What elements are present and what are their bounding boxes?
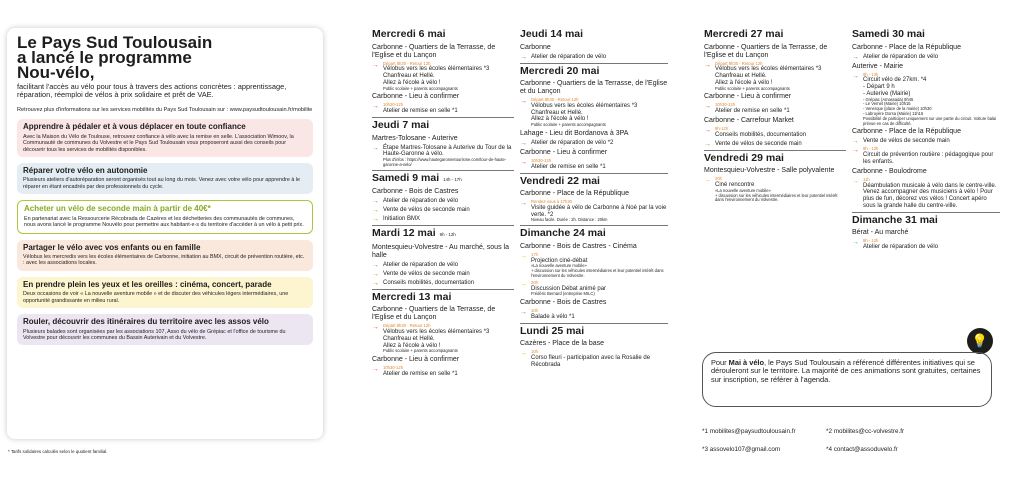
agenda-column — [852, 27, 1000, 251]
event-body — [715, 127, 806, 139]
arrow-icon: → — [520, 280, 527, 288]
place-name: Carbonne - Place de la République — [852, 128, 961, 136]
event-title: Balade à vélo *1 — [531, 313, 575, 320]
place-name: Cazères - Place de la base — [520, 340, 605, 348]
event-body — [383, 62, 489, 92]
footnote-1: *1 mobilites@paysudtoulousain.fr — [702, 428, 796, 435]
event-detail: + discussion sur les véhicules intermédiaires et leur potentiel intérêt dans l'environnement du Volvestre. — [715, 192, 838, 203]
day-date: Mercredi 13 mai — [372, 290, 452, 303]
day-heading — [372, 27, 514, 42]
place-name: Montesquieu-Volvestre - Salle polyvalente — [704, 167, 835, 175]
event-time: Rendez-vous à 17h30 — [531, 199, 572, 205]
arrow-icon: → — [520, 158, 527, 166]
arrow-icon: → — [372, 207, 379, 215]
event-title: Projection ciné-débat — [531, 257, 588, 264]
arrow-icon: → — [520, 200, 527, 208]
place-name: Bérat - Au marché — [852, 229, 909, 237]
event-title: Vente de vélos de seconde main — [863, 138, 950, 145]
day-date: Vendredi 22 mai — [520, 174, 600, 187]
event-body — [715, 177, 846, 203]
event-detail: Allez à l'école à vélo ! — [383, 79, 441, 86]
event-body — [531, 159, 606, 171]
event — [520, 281, 668, 297]
event — [704, 62, 846, 92]
day-heading — [520, 63, 668, 79]
event-title: Atelier de réparation de vélo — [863, 244, 939, 251]
event-title: Vélobus vers les écoles élémentaires *3 — [715, 66, 822, 73]
event-detail: Public scolaire + parents accompagnants — [383, 348, 458, 354]
event-time: 9h-12h — [715, 126, 729, 132]
event-title: Atelier de remise en selle *1 — [715, 108, 790, 115]
arrow-icon: → — [704, 127, 711, 135]
event-body — [863, 147, 1000, 165]
event-title: Atelier de réparation de vélo — [383, 198, 459, 205]
day-heading — [852, 27, 1000, 42]
place-name: Carbonne - Bois de Castres - Cinéma — [520, 242, 637, 250]
day-heading — [704, 150, 846, 166]
event-body — [531, 309, 575, 321]
arrow-icon: → — [704, 177, 711, 185]
event-detail: Allez à l'école à vélo ! — [531, 116, 589, 123]
arrow-icon: → — [372, 270, 379, 278]
event-title: Vélobus vers les écoles élémentaires *3 — [383, 329, 490, 336]
event-detail: - Venerque (place de la mairie) 10h30 — [863, 106, 932, 112]
place-name: Carbonne - Lieu à confirmer — [704, 93, 792, 101]
day-heading — [852, 212, 1000, 228]
agenda-column — [704, 27, 846, 203]
event — [704, 141, 846, 148]
event — [372, 324, 514, 354]
arrow-icon: → — [372, 61, 379, 69]
event-body — [531, 350, 668, 368]
event-time: Départ 8h30 - Retour 12h — [383, 60, 431, 66]
event-detail: + discussion sur les véhicules intermédiaires et leur potentiel intérêt dans l'environnement du Volvestre. — [531, 268, 664, 278]
place-name: Carbonne - Carrefour Market — [704, 117, 794, 125]
day-date: Jeudi 7 mai — [372, 119, 430, 132]
arrow-icon: → — [520, 350, 527, 358]
box-acheter: Acheter un vélo de seconde main à partir de 40€* En partenariat avec la Ressourcerie Récobrada de Cazères et les déchetteries des communautés de communes, nous avons lancé le programme Nouvélo pour permettre aux habitant·e·s du territoire d'accéder à un vélo à petit prix. — [17, 200, 313, 233]
event — [372, 271, 514, 278]
event-title: Atelier de remise en selle *1 — [383, 371, 458, 378]
event-title: Atelier de remise en selle *1 — [383, 108, 458, 115]
event-title: Vente de vélos de seconde main — [383, 207, 470, 214]
event-detail: Public scolaire + parents accompagnants — [715, 85, 790, 91]
event — [704, 177, 846, 203]
box-rouler: Rouler, découvrir des itinéraires du territoire avec les assos vélo Plusieurs balades sont organisées par les associations 107, Asso du vélo de Grépiac et l'office de tourisme du Volvestre pour découvrir les communes du Bassin Auterivain et du Volvestre. — [17, 314, 313, 345]
event-time: 9h - 12h — [863, 146, 879, 152]
event-title: Visite guidée à vélo de Carbonne à Noé par la voie verte. *2 — [531, 204, 667, 218]
box-apprendre: Apprendre à pédaler et à vous déplacer en toute confiance Avec la Maison du Vélo de Toulouse, retrouvez confiance à vélo avec la remise en selle. L'association Wimoov, la Communauté de communes du Volvestre et le Pays Sud Toulousain vous proposeront aussi des conseils pour découvrir tous les services de mobilités disponibles. — [17, 119, 313, 157]
box-reparer: Réparer votre vélo en autonomie Plusieurs ateliers d'autoréparation seront organisés tout au long du mois. Venez avec votre vélo pour apprendre à le réparer en étant encadrés par des professionnels du cycle. — [17, 163, 313, 194]
event-title: Atelier de réparation de vélo — [531, 53, 607, 60]
arrow-icon: → — [520, 309, 527, 317]
event-title: Initiation BMX — [383, 216, 421, 223]
place-name: Carbonne - Bois de Castres — [372, 188, 459, 196]
event-note: Niveau facile. Durée : 2h. Distance : 20km — [531, 217, 608, 223]
event-body — [863, 73, 1000, 127]
day-heading — [372, 117, 514, 133]
info-highlight: Mai à vélo — [728, 358, 764, 367]
event — [372, 62, 514, 92]
event-detail: - Départ 9 h — [863, 84, 895, 91]
event-body — [715, 103, 790, 115]
day-date: Samedi 9 mai — [372, 171, 440, 184]
event — [852, 178, 1000, 210]
place-name: Carbonne - Place de la République — [520, 190, 629, 198]
event — [520, 253, 668, 279]
event-body — [715, 141, 802, 148]
event-body — [531, 98, 637, 128]
event — [520, 309, 668, 321]
place-name: Carbonne - Boulodrome — [852, 167, 927, 175]
event-detail: Chanfreau et Hellé. — [531, 109, 583, 116]
footnote-3: *3 assovelo107@gmail.com — [702, 446, 781, 453]
arrow-icon: → — [520, 53, 527, 61]
arrow-icon: → — [704, 61, 711, 69]
day-date: Jeudi 14 mai — [520, 28, 584, 40]
event-detail: - Labruyère Dorsa (Mairie) 11h15 — [863, 111, 924, 117]
event-detail: Chanfreau et Hellé. — [715, 73, 767, 80]
event-body — [383, 198, 458, 205]
arrow-icon: → — [852, 72, 859, 80]
event-body — [531, 54, 606, 61]
day-heading — [520, 323, 668, 339]
event — [520, 98, 668, 128]
event-title: Discussion Débat animé par — [531, 285, 607, 292]
arrow-icon: → — [372, 279, 379, 287]
place-name: Carbonne - Bois de Castres — [520, 299, 607, 307]
place-name: Carbonne - Quartiers de la Terrasse, de l'Eglise et du Lançon — [372, 306, 496, 322]
event — [520, 350, 668, 368]
event-note: Plus d'infos : https://www.hautegaronnetourisme.com/tour-de-haute-garonne-a-velo/ — [383, 157, 507, 167]
event-detail: «La nouvelle aventure mobile» — [715, 187, 771, 193]
place-name: Carbonne - Place de la République — [852, 43, 961, 51]
event — [372, 216, 514, 223]
event-body — [863, 54, 938, 61]
event — [372, 145, 514, 168]
event — [520, 200, 668, 223]
event-title: Conseils mobilités, documentation — [383, 279, 475, 286]
footnote-4: *4 contact@assoduvelo.fr — [826, 446, 898, 453]
event-title: Atelier de remise en selle *1 — [531, 163, 606, 170]
event-time: 10h30-12h — [383, 102, 404, 108]
event-time: 9h - 12h — [863, 71, 879, 77]
event — [704, 103, 846, 115]
place-name: Martres-Tolosane - Auterive — [372, 134, 458, 142]
event-body — [863, 138, 950, 145]
event-body — [715, 62, 821, 92]
place-name: Carbonne - Lieu à confirmer — [520, 148, 608, 156]
day-heading — [520, 27, 668, 42]
day-heading — [372, 289, 514, 305]
event-body — [531, 253, 668, 279]
event-time: 20h — [715, 176, 722, 182]
event-title: Déambulation musicale à vélo dans le centre-ville. Venez accompagner des musiciens à vélo ! Pour plus de fun, décorez vos vélos ! Concert apéro sous la grande halle du centre-ville. — [863, 182, 997, 210]
event-time: Départ 8h30 - Retour 12h — [531, 97, 579, 102]
event-detail: Chanfreau et Hellé. — [383, 73, 435, 80]
intro-text: facilitant l'accès au vélo pour tous à travers des actions concrètes : apprentissage, réparation, réemploi de vélos à prix solidaire et prêt de VAE. — [17, 82, 287, 100]
event-time: 9h - 12h — [863, 238, 879, 244]
event — [520, 140, 668, 147]
agenda-column — [372, 27, 514, 378]
event — [520, 54, 668, 61]
arrow-icon: → — [520, 252, 527, 260]
event-detail: - Le Vernet (Mairie) 10h15 — [863, 101, 911, 107]
event-body — [383, 366, 458, 378]
place-name: Montesquieu-Volvestre - Au marché, sous la halle — [372, 243, 509, 259]
day-heading — [520, 225, 668, 241]
event-detail: Public scolaire + parents accompagnants — [531, 122, 606, 128]
more-info-text: Retrouvez plus d'informations sur les services mobilités du Pays Sud Toulousain sur : www.paysudtoulousain.fr/mobilite — [17, 106, 313, 113]
day-heading — [372, 170, 514, 187]
event — [852, 54, 1000, 61]
event-title: Vente de vélos de seconde main — [383, 270, 470, 277]
arrow-icon: → — [704, 140, 711, 148]
main-title: Le Pays Sud Toulousain a lancé le programme Nou-vélo, — [17, 33, 213, 82]
arrow-icon: → — [852, 239, 859, 247]
event — [852, 73, 1000, 127]
event-body — [531, 140, 613, 147]
event — [372, 207, 514, 214]
event — [852, 239, 1000, 251]
place-name: Lahage - Lieu dit Bordanova à 3PA — [520, 129, 629, 137]
event-body — [383, 271, 470, 278]
day-hours: 14h - 17h — [443, 176, 462, 182]
event-body — [383, 280, 474, 287]
event-body — [383, 262, 458, 269]
arrow-icon: → — [372, 103, 379, 111]
day-date: Mercredi 27 mai — [704, 28, 784, 40]
place-name: Carbonne - Lieu à confirmer — [372, 93, 460, 101]
box-partager: Partager le vélo avec vos enfants ou en famille Vélobus les mercredis vers les écoles élémentaires de Carbonne, initiation au BMX, circuit de prévention routière, etc. : avec les associations locales. — [17, 240, 313, 271]
day-date: Dimanche 24 mai — [520, 227, 606, 240]
event-detail: - Auterive (Mairie) — [863, 90, 911, 97]
event — [520, 159, 668, 171]
event-detail: Public scolaire + parents accompagnants — [383, 85, 458, 91]
arrow-icon: → — [852, 177, 859, 185]
event — [372, 262, 514, 269]
arrow-icon: → — [852, 53, 859, 61]
event-body — [383, 103, 458, 115]
place-name: Carbonne — [520, 43, 551, 51]
arrow-icon: → — [520, 98, 527, 105]
tarifs-note: * Tarifs solidaires calculés selon le quotient familial. — [8, 449, 108, 454]
event-title: Atelier de réparation de vélo — [863, 53, 939, 60]
event-detail: Chanfreau et Hellé. — [383, 335, 435, 342]
lightbulb-icon: 💡 — [967, 328, 993, 354]
arrow-icon: → — [372, 144, 379, 152]
event-title: Circuit de prévention routière : pédagogique pour les enfants. — [863, 152, 994, 166]
event-time: 17h — [531, 251, 538, 257]
day-hours: 9h - 12h — [439, 232, 456, 238]
arrow-icon: → — [852, 147, 859, 155]
event-body — [383, 216, 420, 223]
place-name: Carbonne - Quartiers de la Terrasse, de l'Eglise et du Lançon — [704, 43, 828, 59]
event-title: Corso fleuri - participation avec la Rosalie de Récobrada — [531, 355, 651, 368]
event-title: Vélobus vers les écoles élémentaires *3 — [383, 66, 490, 73]
event-time: 10h30-12h — [715, 102, 736, 108]
day-date: Samedi 30 mai — [852, 28, 925, 40]
event — [852, 147, 1000, 165]
event-time: 10h — [531, 349, 538, 355]
arrow-icon: → — [372, 198, 379, 206]
event-title: Circuit vélo de 27km. *4 — [863, 77, 927, 84]
place-name: Carbonne - Lieu à confirmer — [372, 356, 460, 364]
day-date: Vendredi 29 mai — [704, 151, 784, 164]
arrow-icon: → — [520, 139, 527, 147]
event-title: Vente de vélos de seconde main — [715, 140, 802, 147]
day-date: Lundi 25 mai — [520, 324, 585, 337]
arrow-icon: → — [372, 366, 379, 374]
event-detail: «La nouvelle aventure mobile» — [531, 263, 587, 269]
event-title: Conseils mobilités, documentation — [715, 131, 807, 138]
event-time: 10h — [531, 308, 538, 314]
event — [372, 198, 514, 205]
event-body — [383, 207, 470, 214]
day-heading — [704, 27, 846, 42]
event — [704, 127, 846, 139]
event-title: Vélobus vers les écoles élémentaires *3 — [531, 102, 638, 109]
event-body — [383, 145, 514, 168]
event — [372, 280, 514, 287]
box-spectacles: En prendre plein les yeux et les oreilles : cinéma, concert, parade Deux occasions de voir « La nouvelle aventure mobile » et de discuter des véhicules légers intermédiaires, une opportunité grandissante en milieu rural. — [17, 277, 313, 308]
event-title: Atelier de réparation de vélo *2 — [531, 139, 614, 146]
event-body — [863, 239, 938, 251]
info-box: Pour Mai à vélo, le Pays Sud Toulousain a référencé différentes initiatives qui se dérouleront sur le territoire. La majorité de ces animations sont gratuites, certaines sur inscription, se référer à l'agenda. — [702, 352, 992, 407]
arrow-icon: → — [704, 103, 711, 111]
arrow-icon: → — [852, 138, 859, 146]
event-detail: Allez à l'école à vélo ! — [715, 79, 773, 86]
event-time: 20h — [531, 279, 538, 285]
event-time: Départ 8h30 - Retour 12h — [715, 60, 763, 66]
event-body — [383, 324, 489, 354]
event-detail: Possibilité de participer uniquement sur une partie du circuit. Voiture balai prévue en cas de difficulté. — [863, 115, 997, 126]
event-title: Ciné rencontre — [715, 181, 755, 188]
event-body — [863, 178, 1000, 210]
event-title: Étape Martres-Tolosane à Auterive du Tour de la Haute-Garonne à vélo. — [383, 144, 512, 158]
intro-panel — [7, 28, 323, 439]
event-detail: Frédéric Bernard (entreprise MILC) — [531, 291, 595, 297]
arrow-icon: → — [372, 324, 379, 332]
event-body — [531, 281, 606, 297]
event-title: Atelier de réparation de vélo — [383, 261, 459, 268]
event-detail: - Grépiac (Amassada) 9h45 — [863, 96, 914, 102]
place-name: Carbonne - Quartiers de la Terrasse, de l'Eglise et du Lançon — [520, 80, 668, 95]
day-date: Mardi 12 mai — [372, 227, 436, 240]
event — [852, 138, 1000, 145]
agenda-column — [520, 27, 668, 369]
event — [372, 103, 514, 115]
day-date: Mercredi 20 mai — [520, 64, 600, 77]
place-name: Auterive - Mairie — [852, 62, 903, 70]
event-body — [531, 200, 668, 223]
footnote-2: *2 mobilites@cc-volvestre.fr — [826, 428, 905, 435]
event — [372, 366, 514, 378]
event-detail: Allez à l'école à vélo ! — [383, 342, 441, 349]
event-time: 10h30-12h — [531, 157, 552, 163]
place-name: Carbonne - Quartiers de la Terrasse, de l'Eglise et du Lançon — [372, 43, 496, 59]
day-date: Dimanche 31 mai — [852, 213, 938, 226]
day-date: Mercredi 6 mai — [372, 28, 446, 40]
day-heading — [372, 225, 514, 242]
event-time: 10h30-12h — [383, 365, 404, 371]
arrow-icon: → — [372, 216, 379, 224]
arrow-icon: → — [372, 261, 379, 269]
event-time: 11h — [863, 176, 870, 182]
event-time: Départ 8h30 - Retour 12h — [383, 323, 431, 329]
day-heading — [520, 173, 668, 189]
